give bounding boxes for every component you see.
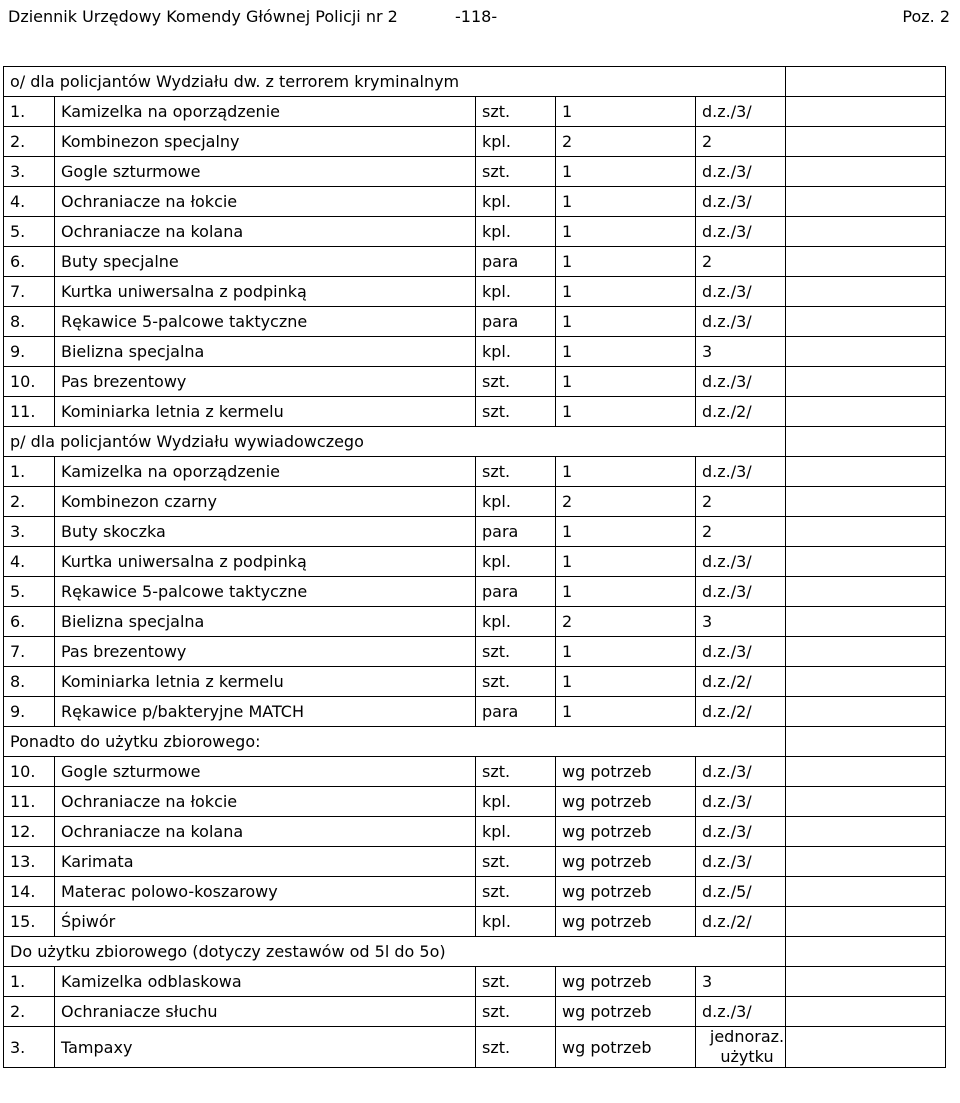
section-header-row: [4, 67, 946, 97]
item-name: Kombinezon czarny: [55, 487, 476, 517]
item-number: 3.: [4, 1027, 55, 1068]
unit: para: [476, 247, 556, 277]
quantity: 1: [556, 517, 696, 547]
equipment-table: [3, 66, 946, 1068]
table-row: [4, 757, 946, 787]
item-name: Bielizna specjalna: [55, 607, 476, 637]
item-name: Ochraniacze na łokcie: [55, 787, 476, 817]
empty-cell: [786, 817, 946, 847]
empty-cell: [786, 997, 946, 1027]
empty-cell: [786, 187, 946, 217]
unit: kpl.: [476, 127, 556, 157]
quantity: 1: [556, 157, 696, 187]
unit: szt.: [476, 667, 556, 697]
table-row: [4, 187, 946, 217]
item-number: 6.: [4, 607, 55, 637]
usage-term: d.z./2/: [696, 667, 786, 697]
usage-term: 3: [696, 967, 786, 997]
quantity: 1: [556, 547, 696, 577]
table-row: [4, 967, 946, 997]
usage-term: 2: [696, 127, 786, 157]
item-name: Ochraniacze na łokcie: [55, 187, 476, 217]
empty-cell: [786, 697, 946, 727]
equipment-table-body: [4, 67, 946, 1068]
unit: kpl.: [476, 187, 556, 217]
quantity: 1: [556, 367, 696, 397]
item-name: Bielizna specjalna: [55, 337, 476, 367]
item-name: Kamizelka odblaskowa: [55, 967, 476, 997]
empty-cell: [786, 667, 946, 697]
usage-term: d.z./3/: [696, 457, 786, 487]
empty-cell: [786, 217, 946, 247]
unit: szt.: [476, 397, 556, 427]
usage-term: d.z./3/: [696, 157, 786, 187]
item-number: 13.: [4, 847, 55, 877]
item-number: 10.: [4, 757, 55, 787]
table-row: [4, 217, 946, 247]
item-name: Kurtka uniwersalna z podpinką: [55, 547, 476, 577]
unit: kpl.: [476, 787, 556, 817]
usage-term: d.z./3/: [696, 817, 786, 847]
table-row: [4, 277, 946, 307]
usage-term: d.z./2/: [696, 397, 786, 427]
unit: szt.: [476, 967, 556, 997]
section-title: p/ dla policjantów Wydziału wywiadowczego: [4, 427, 786, 457]
quantity: 1: [556, 637, 696, 667]
usage-term: d.z./3/: [696, 307, 786, 337]
item-name: Śpiwór: [55, 907, 476, 937]
item-number: 4.: [4, 547, 55, 577]
table-row: [4, 397, 946, 427]
empty-cell: [786, 727, 946, 757]
quantity: wg potrzeb: [556, 1027, 696, 1068]
item-number: 5.: [4, 217, 55, 247]
table-row: [4, 637, 946, 667]
empty-cell: [786, 757, 946, 787]
table-row: [4, 787, 946, 817]
item-name: Gogle szturmowe: [55, 157, 476, 187]
item-number: 8.: [4, 667, 55, 697]
table-row: [4, 697, 946, 727]
item-number: 9.: [4, 697, 55, 727]
table-row: [4, 817, 946, 847]
usage-term: d.z./3/: [696, 367, 786, 397]
item-number: 7.: [4, 637, 55, 667]
usage-term: d.z./3/: [696, 187, 786, 217]
table-row: [4, 457, 946, 487]
page-number: -118-: [455, 7, 498, 26]
quantity: wg potrzeb: [556, 817, 696, 847]
table-row: [4, 97, 946, 127]
empty-cell: [786, 367, 946, 397]
usage-term: d.z./3/: [696, 97, 786, 127]
table-row: [4, 577, 946, 607]
section-title: o/ dla policjantów Wydziału dw. z terrorem kryminalnym: [4, 67, 786, 97]
unit: szt.: [476, 637, 556, 667]
table-row: [4, 607, 946, 637]
item-name: Kombinezon specjalny: [55, 127, 476, 157]
item-number: 15.: [4, 907, 55, 937]
table-row: [4, 997, 946, 1027]
unit: szt.: [476, 997, 556, 1027]
usage-term-line2: użytku: [720, 1047, 774, 1066]
unit: kpl.: [476, 817, 556, 847]
table-row: [4, 667, 946, 697]
table-row: [4, 847, 946, 877]
item-number: 6.: [4, 247, 55, 277]
empty-cell: [786, 847, 946, 877]
item-name: Kurtka uniwersalna z podpinką: [55, 277, 476, 307]
item-name: Pas brezentowy: [55, 637, 476, 667]
usage-term: 2: [696, 487, 786, 517]
table-row: [4, 907, 946, 937]
table-row: [4, 247, 946, 277]
quantity: 2: [556, 487, 696, 517]
empty-cell: [786, 787, 946, 817]
empty-cell: [786, 547, 946, 577]
empty-cell: [786, 127, 946, 157]
quantity: wg potrzeb: [556, 847, 696, 877]
usage-term: d.z./3/: [696, 847, 786, 877]
usage-term: d.z./3/: [696, 757, 786, 787]
usage-term: d.z./3/: [696, 547, 786, 577]
quantity: 2: [556, 607, 696, 637]
quantity: 1: [556, 577, 696, 607]
unit: kpl.: [476, 337, 556, 367]
unit: szt.: [476, 877, 556, 907]
table-row: [4, 307, 946, 337]
quantity: 1: [556, 337, 696, 367]
empty-cell: [786, 1027, 946, 1068]
unit: para: [476, 307, 556, 337]
section-title: Ponadto do użytku zbiorowego:: [4, 727, 786, 757]
empty-cell: [786, 877, 946, 907]
usage-term: d.z./2/: [696, 907, 786, 937]
item-number: 8.: [4, 307, 55, 337]
unit: szt.: [476, 367, 556, 397]
item-name: Kamizelka na oporządzenie: [55, 97, 476, 127]
quantity: 1: [556, 307, 696, 337]
table-row: [4, 487, 946, 517]
unit: kpl.: [476, 907, 556, 937]
item-name: Pas brezentowy: [55, 367, 476, 397]
table-row: [4, 547, 946, 577]
quantity: 1: [556, 217, 696, 247]
item-number: 7.: [4, 277, 55, 307]
usage-term: d.z./5/: [696, 877, 786, 907]
usage-term: 2: [696, 517, 786, 547]
unit: kpl.: [476, 547, 556, 577]
usage-term: d.z./2/: [696, 697, 786, 727]
item-name: Rękawice 5-palcowe taktyczne: [55, 307, 476, 337]
journal-title: Dziennik Urzędowy Komendy Głównej Policji nr 2: [8, 7, 398, 26]
empty-cell: [786, 157, 946, 187]
quantity: wg potrzeb: [556, 907, 696, 937]
section-title: Do użytku zbiorowego (dotyczy zestawów od 5l do 5o): [4, 937, 786, 967]
unit: para: [476, 517, 556, 547]
item-number: 1.: [4, 97, 55, 127]
table-row: [4, 157, 946, 187]
empty-cell: [786, 277, 946, 307]
item-name: Materac polowo-koszarowy: [55, 877, 476, 907]
table-row: [4, 127, 946, 157]
item-name: Rękawice p/bakteryjne MATCH: [55, 697, 476, 727]
item-number: 9.: [4, 337, 55, 367]
item-name: Ochraniacze na kolana: [55, 217, 476, 247]
usage-term: 3: [696, 607, 786, 637]
item-number: 4.: [4, 187, 55, 217]
quantity: wg potrzeb: [556, 997, 696, 1027]
quantity: 1: [556, 697, 696, 727]
empty-cell: [786, 307, 946, 337]
unit: para: [476, 577, 556, 607]
item-number: 5.: [4, 577, 55, 607]
section-header-row: [4, 727, 946, 757]
empty-cell: [786, 487, 946, 517]
item-number: 10.: [4, 367, 55, 397]
quantity: 1: [556, 667, 696, 697]
empty-cell: [786, 577, 946, 607]
item-name: Rękawice 5-palcowe taktyczne: [55, 577, 476, 607]
item-number: 1.: [4, 967, 55, 997]
item-number: 2.: [4, 127, 55, 157]
unit: kpl.: [476, 217, 556, 247]
unit: szt.: [476, 1027, 556, 1068]
table-row: [4, 877, 946, 907]
quantity: 1: [556, 277, 696, 307]
empty-cell: [786, 607, 946, 637]
section-header-row: [4, 427, 946, 457]
unit: kpl.: [476, 277, 556, 307]
quantity: wg potrzeb: [556, 967, 696, 997]
item-name: Gogle szturmowe: [55, 757, 476, 787]
item-number: 3.: [4, 157, 55, 187]
usage-term: d.z./3/: [696, 997, 786, 1027]
usage-term: 2: [696, 247, 786, 277]
usage-term-line1: jednoraz.: [709, 1027, 785, 1046]
empty-cell: [786, 937, 946, 967]
item-name: Buty skoczka: [55, 517, 476, 547]
unit: kpl.: [476, 607, 556, 637]
table-row: [4, 367, 946, 397]
item-name: Karimata: [55, 847, 476, 877]
unit: szt.: [476, 457, 556, 487]
usage-term: 3: [696, 337, 786, 367]
quantity: wg potrzeb: [556, 787, 696, 817]
quantity: 1: [556, 97, 696, 127]
empty-cell: [786, 967, 946, 997]
item-name: Kominiarka letnia z kermelu: [55, 667, 476, 697]
usage-term: d.z./3/: [696, 787, 786, 817]
table-row: [4, 1027, 946, 1068]
table-row: [4, 517, 946, 547]
section-header-row: [4, 937, 946, 967]
usage-term: [696, 1027, 786, 1068]
unit: kpl.: [476, 487, 556, 517]
quantity: wg potrzeb: [556, 877, 696, 907]
item-name: Ochraniacze na kolana: [55, 817, 476, 847]
item-name: Kamizelka na oporządzenie: [55, 457, 476, 487]
quantity: wg potrzeb: [556, 757, 696, 787]
usage-term: d.z./3/: [696, 577, 786, 607]
empty-cell: [786, 397, 946, 427]
item-number: 1.: [4, 457, 55, 487]
position-number: Poz. 2: [902, 7, 950, 26]
usage-term: d.z./3/: [696, 277, 786, 307]
empty-cell: [786, 337, 946, 367]
usage-term: d.z./3/: [696, 637, 786, 667]
usage-term: d.z./3/: [696, 217, 786, 247]
unit: szt.: [476, 157, 556, 187]
item-number: 3.: [4, 517, 55, 547]
item-name: Kominiarka letnia z kermelu: [55, 397, 476, 427]
unit: para: [476, 697, 556, 727]
quantity: 1: [556, 397, 696, 427]
item-name: Tampaxy: [55, 1027, 476, 1068]
item-number: 2.: [4, 487, 55, 517]
empty-cell: [786, 97, 946, 127]
item-number: 2.: [4, 997, 55, 1027]
unit: szt.: [476, 847, 556, 877]
empty-cell: [786, 247, 946, 277]
unit: szt.: [476, 97, 556, 127]
empty-cell: [786, 517, 946, 547]
item-number: 11.: [4, 787, 55, 817]
empty-cell: [786, 427, 946, 457]
item-number: 14.: [4, 877, 55, 907]
empty-cell: [786, 907, 946, 937]
quantity: 2: [556, 127, 696, 157]
empty-cell: [786, 67, 946, 97]
item-name: Buty specjalne: [55, 247, 476, 277]
document-header: [0, 0, 960, 30]
empty-cell: [786, 637, 946, 667]
unit: szt.: [476, 757, 556, 787]
item-name: Ochraniacze słuchu: [55, 997, 476, 1027]
quantity: 1: [556, 247, 696, 277]
table-row: [4, 337, 946, 367]
empty-cell: [786, 457, 946, 487]
item-number: 11.: [4, 397, 55, 427]
item-number: 12.: [4, 817, 55, 847]
quantity: 1: [556, 457, 696, 487]
quantity: 1: [556, 187, 696, 217]
